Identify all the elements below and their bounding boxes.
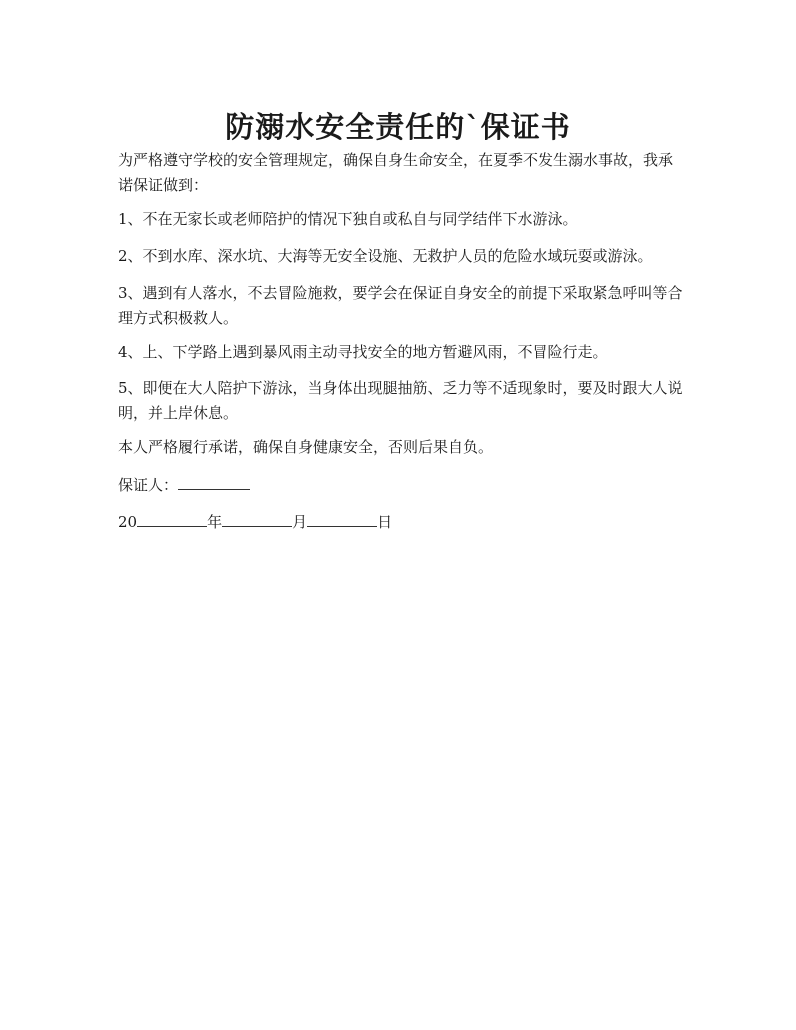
page-title: 防溺水安全责任的`保证书 (225, 110, 571, 145)
pledge-item-5: 5、即便在大人陪护下游泳，当身体出现腿抽筋、乏力等不适现象时，要及时跟大人说明，并上岸休息。 (118, 379, 683, 422)
date-year-label: 年 (207, 513, 223, 531)
date-year-blank (137, 509, 207, 527)
signature-blank (178, 472, 250, 490)
intro-paragraph: 为严格遵守学校的安全管理规定，确保自身生命安全，在夏季不发生溺水事故，我承诺保证做到： (118, 151, 674, 194)
pledge-item-4: 4、上、下学路上遇到暴风雨主动寻找安全的地方暂避风雨，不冒险行走。 (118, 343, 608, 361)
date-month-label: 月 (292, 513, 308, 531)
date-day-blank (307, 509, 377, 527)
date-month-blank (222, 509, 292, 527)
date-year-prefix: 20 (118, 513, 138, 531)
pledge-item-3: 3、遇到有人落水，不去冒险施救，要学会在保证自身安全的前提下采取紧急呼叫等合理方式积极救人。 (118, 284, 683, 327)
closing-paragraph: 本人严格履行承诺，确保自身健康安全，否则后果自负。 (118, 438, 494, 456)
signature-line (118, 472, 684, 498)
signature-label: 保证人： (118, 476, 179, 494)
pledge-item-2: 2、不到水库、深水坑、大海等无安全设施、无救护人员的危险水域玩耍或游泳。 (118, 247, 653, 265)
date-day-label: 日 (377, 513, 393, 531)
date-line (118, 509, 684, 535)
pledge-item-1: 1、不在无家长或老师陪护的情况下独自或私自与同学结伴下水游泳。 (118, 210, 578, 228)
